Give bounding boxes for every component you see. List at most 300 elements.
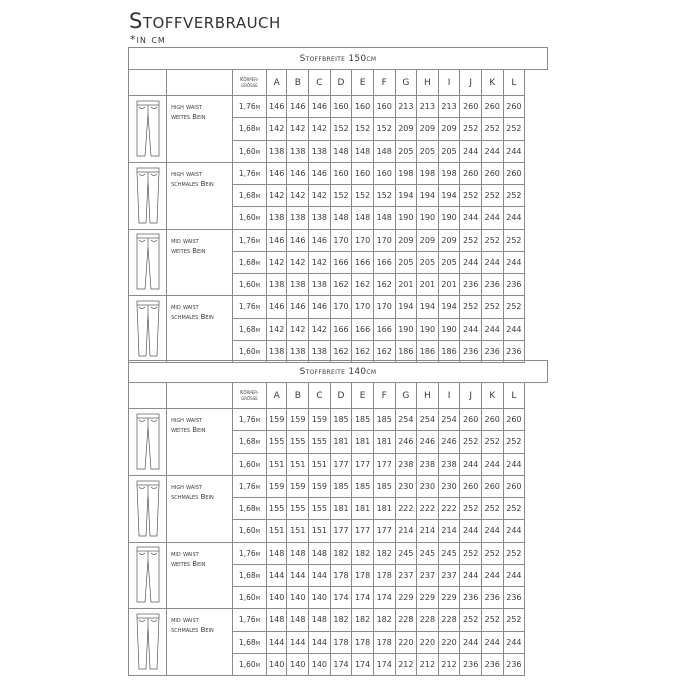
fabric-value: 194	[395, 296, 417, 318]
fabric-value: 148	[352, 140, 374, 162]
style-label-line: weites Bein	[171, 246, 206, 255]
fabric-value: 159	[266, 475, 287, 497]
fabric-value: 177	[373, 453, 395, 475]
fabric-value: 144	[266, 564, 287, 586]
fabric-value: 205	[395, 140, 417, 162]
fabric-value: 162	[330, 340, 352, 362]
fabric-value: 238	[417, 453, 439, 475]
fabric-value: 214	[395, 520, 417, 542]
column-header: A	[266, 70, 287, 96]
fabric-value: 209	[395, 118, 417, 140]
body-height: 1,76m	[232, 162, 266, 184]
fabric-value: 236	[503, 587, 525, 609]
fabric-value: 152	[352, 118, 374, 140]
fabric-value: 244	[481, 564, 503, 586]
fabric-value: 186	[395, 340, 417, 362]
fabric-value: 148	[266, 542, 287, 564]
column-header: L	[503, 70, 525, 96]
fabric-value: 177	[352, 453, 374, 475]
fabric-value: 178	[352, 564, 374, 586]
fabric-value: 244	[481, 251, 503, 273]
fabric-value: 166	[352, 318, 374, 340]
fabric-value: 201	[395, 274, 417, 296]
fabric-value: 213	[438, 96, 460, 118]
fabric-value: 174	[373, 653, 395, 675]
fabric-value: 138	[309, 274, 331, 296]
column-header: D	[330, 70, 352, 96]
fabric-value: 244	[503, 251, 525, 273]
fabric-value: 178	[330, 631, 352, 653]
column-header: H	[417, 383, 439, 409]
fabric-value: 260	[481, 475, 503, 497]
fabric-value: 160	[373, 162, 395, 184]
fabric-value: 142	[266, 185, 287, 207]
fabric-value: 244	[503, 318, 525, 340]
body-height: 1,60m	[232, 453, 266, 475]
fabric-value: 146	[309, 96, 331, 118]
fabric-value: 140	[309, 653, 331, 675]
fabric-value: 181	[352, 498, 374, 520]
fabric-value: 138	[287, 340, 309, 362]
fabric-value: 252	[481, 296, 503, 318]
fabric-value: 244	[481, 520, 503, 542]
fabric-value: 152	[330, 118, 352, 140]
table-row	[129, 296, 548, 318]
column-header: E	[352, 383, 374, 409]
fabric-value: 170	[330, 229, 352, 251]
fabric-value: 236	[460, 274, 482, 296]
fabric-value: 181	[373, 431, 395, 453]
fabric-value: 170	[330, 296, 352, 318]
fabric-value: 142	[309, 185, 331, 207]
fabric-value: 166	[352, 251, 374, 273]
column-header: J	[460, 383, 482, 409]
fabric-value: 236	[503, 340, 525, 362]
wide-leg-pants-icon	[129, 233, 166, 291]
column-header: I	[438, 70, 460, 96]
size-column-header: Körper-grösse	[232, 70, 266, 96]
body-height: 1,76m	[232, 296, 266, 318]
fabric-value: 252	[481, 229, 503, 251]
fabric-value: 260	[503, 162, 525, 184]
fabric-value: 260	[481, 96, 503, 118]
fabric-value: 205	[417, 251, 439, 273]
fabric-value: 252	[460, 542, 482, 564]
fabric-value: 260	[503, 475, 525, 497]
style-label-line: schmales Bein	[171, 492, 214, 501]
fabric-value: 181	[330, 431, 352, 453]
fabric-value: 159	[309, 475, 331, 497]
fabric-value: 170	[352, 229, 374, 251]
fabric-value: 185	[330, 409, 352, 431]
fabric-value: 182	[352, 542, 374, 564]
fabric-value: 138	[266, 140, 287, 162]
fabric-value: 138	[309, 340, 331, 362]
fabric-value: 159	[287, 409, 309, 431]
fabric-value: 148	[373, 140, 395, 162]
style-label-line: mid waist	[171, 236, 199, 245]
fabric-value: 148	[266, 609, 287, 631]
fabric-value: 252	[481, 185, 503, 207]
fabric-value: 146	[309, 229, 331, 251]
body-height: 1,60m	[232, 520, 266, 542]
fabric-value: 174	[330, 653, 352, 675]
fabric-value: 155	[287, 431, 309, 453]
fabric-value: 237	[395, 564, 417, 586]
fabric-value: 237	[438, 564, 460, 586]
fabric-value: 194	[438, 185, 460, 207]
fabric-value: 138	[266, 340, 287, 362]
fabric-value: 238	[395, 453, 417, 475]
fabric-value: 209	[438, 118, 460, 140]
fabric-value: 252	[460, 118, 482, 140]
fabric-value: 146	[266, 229, 287, 251]
style-label-line: schmales Bein	[171, 179, 214, 188]
fabric-value: 185	[373, 475, 395, 497]
fabric-value: 178	[352, 631, 374, 653]
fabric-value: 244	[460, 453, 482, 475]
fabric-value: 198	[438, 162, 460, 184]
style-label-line: mid waist	[171, 549, 199, 558]
fabric-value: 144	[309, 631, 331, 653]
column-header: C	[309, 70, 331, 96]
body-height: 1,76m	[232, 609, 266, 631]
fabric-value: 190	[417, 207, 439, 229]
page-subtitle: *in cm	[130, 33, 166, 46]
fabric-value: 244	[460, 207, 482, 229]
section-title: Stoffbreite 150cm	[129, 48, 548, 70]
fabric-value: 151	[266, 520, 287, 542]
fabric-value: 178	[373, 631, 395, 653]
size-column-header: Körper-grösse	[232, 383, 266, 409]
fabric-value: 246	[395, 431, 417, 453]
section-title: Stoffbreite 140cm	[129, 361, 548, 383]
fabric-value: 160	[373, 96, 395, 118]
style-label-line: weites Bein	[171, 426, 206, 435]
fabric-value: 244	[503, 207, 525, 229]
fabric-value: 213	[395, 96, 417, 118]
fabric-value: 178	[330, 564, 352, 586]
column-header: E	[352, 70, 374, 96]
fabric-value: 140	[287, 653, 309, 675]
table-row	[129, 542, 548, 564]
slim-leg-pants-icon	[129, 613, 166, 671]
fabric-value: 144	[266, 631, 287, 653]
fabric-value: 252	[503, 229, 525, 251]
fabric-value: 144	[287, 564, 309, 586]
body-height: 1,76m	[232, 542, 266, 564]
fabric-value: 244	[481, 453, 503, 475]
fabric-value: 174	[352, 587, 374, 609]
pants-illustration	[129, 229, 167, 296]
fabric-value: 209	[417, 229, 439, 251]
table-row	[129, 609, 548, 631]
column-header: K	[481, 383, 503, 409]
fabric-value: 252	[503, 609, 525, 631]
fabric-value: 159	[266, 409, 287, 431]
fabric-value: 260	[481, 409, 503, 431]
fabric-value: 182	[373, 609, 395, 631]
fabric-value: 190	[395, 207, 417, 229]
column-header: A	[266, 383, 287, 409]
fabric-value: 260	[460, 409, 482, 431]
header-blank	[167, 70, 233, 96]
column-header: K	[481, 70, 503, 96]
column-header: C	[309, 383, 331, 409]
fabric-value: 182	[330, 609, 352, 631]
fabric-value: 246	[417, 431, 439, 453]
fabric-value: 252	[460, 296, 482, 318]
fabric-value: 244	[460, 564, 482, 586]
fabric-value: 244	[503, 631, 525, 653]
body-height: 1,68m	[232, 185, 266, 207]
fabric-value: 182	[373, 542, 395, 564]
fabric-value: 146	[287, 229, 309, 251]
fabric-value: 244	[481, 140, 503, 162]
fabric-value: 198	[417, 162, 439, 184]
header-blank	[129, 70, 167, 96]
fabric-value: 148	[287, 609, 309, 631]
fabric-value: 194	[417, 185, 439, 207]
fabric-value: 138	[287, 207, 309, 229]
fabric-value: 254	[395, 409, 417, 431]
fabric-value: 244	[503, 453, 525, 475]
fabric-value: 186	[438, 340, 460, 362]
pants-illustration	[129, 296, 167, 363]
fabric-value: 170	[373, 296, 395, 318]
header-blank	[129, 383, 167, 409]
body-height: 1,60m	[232, 340, 266, 362]
fabric-value: 228	[395, 609, 417, 631]
fabric-value: 151	[266, 453, 287, 475]
body-height: 1,76m	[232, 475, 266, 497]
fabric-value: 148	[373, 207, 395, 229]
body-height: 1,76m	[232, 409, 266, 431]
fabric-value: 236	[503, 653, 525, 675]
fabric-value: 252	[460, 498, 482, 520]
fabric-value: 220	[395, 631, 417, 653]
fabric-value: 148	[330, 140, 352, 162]
style-label	[167, 475, 233, 542]
body-height: 1,60m	[232, 140, 266, 162]
fabric-value: 244	[503, 140, 525, 162]
fabric-value: 160	[330, 162, 352, 184]
style-label	[167, 609, 233, 676]
fabric-value: 181	[330, 498, 352, 520]
fabric-value: 201	[417, 274, 439, 296]
fabric-value: 194	[438, 296, 460, 318]
fabric-value: 190	[417, 318, 439, 340]
column-header: G	[395, 383, 417, 409]
style-label-line: weites Bein	[171, 559, 206, 568]
fabric-value: 254	[417, 409, 439, 431]
body-height: 1,60m	[232, 207, 266, 229]
fabric-value: 182	[352, 609, 374, 631]
fabric-value: 155	[309, 498, 331, 520]
table-row	[129, 409, 548, 431]
fabric-value: 205	[438, 251, 460, 273]
pants-illustration	[129, 609, 167, 676]
pants-illustration	[129, 96, 167, 163]
fabric-value: 244	[460, 520, 482, 542]
fabric-value: 174	[352, 653, 374, 675]
fabric-value: 252	[481, 431, 503, 453]
fabric-value: 146	[309, 296, 331, 318]
fabric-value: 142	[287, 118, 309, 140]
fabric-value: 155	[287, 498, 309, 520]
fabric-value: 244	[503, 564, 525, 586]
fabric-value: 146	[309, 162, 331, 184]
fabric-value: 140	[266, 653, 287, 675]
fabric-value: 177	[373, 520, 395, 542]
body-height: 1,76m	[232, 96, 266, 118]
fabric-value: 229	[438, 587, 460, 609]
body-height: 1,68m	[232, 564, 266, 586]
fabric-value: 236	[460, 340, 482, 362]
fabric-value: 236	[460, 587, 482, 609]
fabric-value: 151	[287, 520, 309, 542]
fabric-value: 138	[266, 207, 287, 229]
fabric-value: 151	[309, 520, 331, 542]
column-header: D	[330, 383, 352, 409]
fabric-value: 146	[287, 162, 309, 184]
fabric-value: 212	[438, 653, 460, 675]
column-header: L	[503, 383, 525, 409]
fabric-value: 138	[287, 140, 309, 162]
fabric-value: 142	[287, 318, 309, 340]
fabric-value: 252	[460, 609, 482, 631]
fabric-value: 174	[373, 587, 395, 609]
fabric-value: 209	[438, 229, 460, 251]
fabric-value: 142	[266, 251, 287, 273]
fabric-value: 155	[266, 498, 287, 520]
fabric-value: 260	[460, 475, 482, 497]
fabric-value: 152	[330, 185, 352, 207]
fabric-value: 181	[373, 498, 395, 520]
consumption-table	[128, 47, 548, 363]
fabric-value: 142	[287, 251, 309, 273]
fabric-value: 142	[266, 318, 287, 340]
table-row	[129, 229, 548, 251]
style-label	[167, 409, 233, 476]
style-label-line: mid waist	[171, 616, 199, 625]
fabric-value: 212	[395, 653, 417, 675]
fabric-value: 144	[287, 631, 309, 653]
fabric-value: 152	[373, 118, 395, 140]
fabric-value: 236	[481, 274, 503, 296]
wide-leg-pants-icon	[129, 413, 166, 471]
fabric-value: 252	[503, 185, 525, 207]
body-height: 1,68m	[232, 431, 266, 453]
fabric-value: 159	[287, 475, 309, 497]
fabric-value: 142	[266, 118, 287, 140]
fabric-value: 245	[417, 542, 439, 564]
body-height: 1,60m	[232, 274, 266, 296]
fabric-value: 228	[417, 609, 439, 631]
table-row	[129, 96, 548, 118]
fabric-value: 236	[503, 274, 525, 296]
slim-leg-pants-icon	[129, 480, 166, 538]
column-header: F	[373, 70, 395, 96]
fabric-value: 260	[503, 409, 525, 431]
fabric-value: 140	[287, 587, 309, 609]
body-height: 1,68m	[232, 251, 266, 273]
column-header: F	[373, 383, 395, 409]
fabric-value: 252	[481, 542, 503, 564]
table-row	[129, 475, 548, 497]
fabric-value: 138	[287, 274, 309, 296]
fabric-value: 148	[309, 609, 331, 631]
column-header: J	[460, 70, 482, 96]
fabric-value: 237	[417, 564, 439, 586]
fabric-value: 236	[481, 340, 503, 362]
fabric-value: 162	[330, 274, 352, 296]
fabric-value: 151	[309, 453, 331, 475]
fabric-value: 252	[460, 229, 482, 251]
fabric-value: 194	[417, 296, 439, 318]
fabric-value: 166	[330, 318, 352, 340]
fabric-value: 140	[309, 587, 331, 609]
fabric-value: 228	[438, 609, 460, 631]
fabric-value: 155	[266, 431, 287, 453]
fabric-value: 252	[503, 542, 525, 564]
fabric-value: 138	[309, 140, 331, 162]
fabric-value: 244	[481, 631, 503, 653]
fabric-value: 160	[352, 96, 374, 118]
fabric-value: 222	[438, 498, 460, 520]
fabric-value: 252	[503, 498, 525, 520]
fabric-value: 185	[352, 475, 374, 497]
slim-leg-pants-icon	[129, 300, 166, 358]
fabric-value: 185	[330, 475, 352, 497]
fabric-value: 151	[287, 453, 309, 475]
column-header: I	[438, 383, 460, 409]
fabric-value: 244	[460, 318, 482, 340]
fabric-value: 246	[438, 431, 460, 453]
style-label-line: schmales Bein	[171, 626, 214, 635]
fabric-value: 198	[395, 162, 417, 184]
fabric-value: 245	[395, 542, 417, 564]
fabric-value: 138	[309, 207, 331, 229]
fabric-value: 144	[309, 564, 331, 586]
fabric-value: 222	[417, 498, 439, 520]
fabric-value: 182	[330, 542, 352, 564]
fabric-value: 190	[438, 318, 460, 340]
fabric-value: 146	[266, 296, 287, 318]
fabric-value: 230	[438, 475, 460, 497]
fabric-value: 162	[352, 340, 374, 362]
fabric-value: 252	[481, 498, 503, 520]
fabric-value: 229	[417, 587, 439, 609]
fabric-value: 140	[266, 587, 287, 609]
fabric-value: 185	[352, 409, 374, 431]
fabric-value: 244	[460, 251, 482, 273]
fabric-value: 148	[330, 207, 352, 229]
fabric-value: 152	[373, 185, 395, 207]
column-header: G	[395, 70, 417, 96]
fabric-value: 260	[503, 96, 525, 118]
fabric-value: 146	[266, 96, 287, 118]
column-header: H	[417, 70, 439, 96]
fabric-value: 252	[481, 118, 503, 140]
wide-leg-pants-icon	[129, 100, 166, 158]
fabric-value: 177	[352, 520, 374, 542]
fabric-value: 238	[438, 453, 460, 475]
style-label-line: high waist	[171, 103, 202, 111]
fabric-value: 260	[460, 162, 482, 184]
fabric-value: 138	[266, 274, 287, 296]
fabric-value: 142	[287, 185, 309, 207]
